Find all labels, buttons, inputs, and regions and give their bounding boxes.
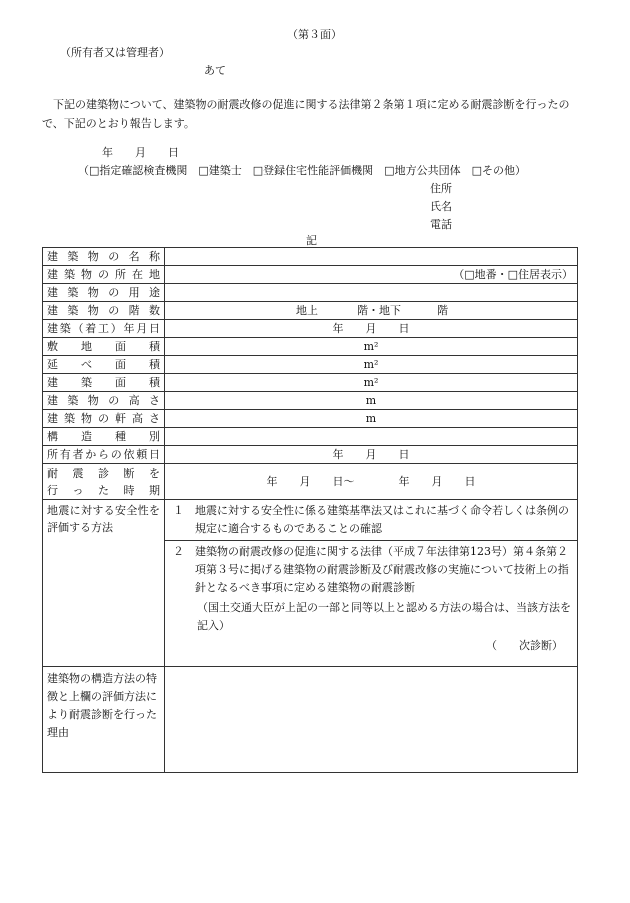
diagnosis-period-label-line1: 耐震診断を bbox=[47, 466, 160, 480]
method-1-number: １ bbox=[173, 504, 184, 517]
method-1-text: 地震に対する安全性に係る建築基準法又はこれに基づく命令若しくは条例の規定に適合するものであることの確認 bbox=[195, 504, 569, 535]
evaluation-method-label-text: 地震に対する安全性を評価する方法 bbox=[47, 504, 160, 534]
construction-date-placeholder: 年 月 日 bbox=[332, 322, 410, 335]
row-building-use bbox=[43, 284, 578, 302]
site-area-field[interactable] bbox=[165, 338, 578, 356]
page-number-label: （第３面） bbox=[287, 28, 342, 41]
addressee-suffix: あて bbox=[204, 64, 226, 77]
building-area-field[interactable] bbox=[165, 374, 578, 392]
report-date-line: 年 月 日 bbox=[102, 146, 179, 159]
floors-end-label: 階 bbox=[437, 304, 448, 317]
intro-text: 下記の建築物について、建築物の耐震改修の促進に関する法律第２条第１項に定める耐震診断を行ったので、下記のとおり報告します。 bbox=[42, 98, 570, 130]
diagnosis-period-placeholder: 年 月 日～ 年 月 日 bbox=[266, 475, 476, 488]
total-floor-area-label: 延べ面積 bbox=[47, 358, 160, 371]
row-structure-type bbox=[43, 428, 578, 446]
row-building-location bbox=[43, 266, 578, 284]
building-height-field[interactable] bbox=[165, 392, 578, 410]
building-height-unit: m bbox=[365, 394, 377, 407]
method-2-text: 建築物の耐震改修の促進に関する法律（平成７年法律第123号）第４条第２項第３号に掲げる建築物の耐震診断及び耐震改修の実施について技術上の指針となるべき事項に定める建築物の耐震診断 bbox=[195, 545, 569, 594]
eaves-height-field[interactable] bbox=[165, 410, 578, 428]
diagnosis-period-label-line2: 行った時期 bbox=[47, 483, 160, 497]
building-area-label: 建築面積 bbox=[47, 376, 160, 389]
building-floors-field[interactable] bbox=[165, 302, 578, 320]
building-use-field[interactable] bbox=[165, 284, 578, 302]
building-name-label: 建築物の名称 bbox=[47, 250, 160, 263]
building-use-label: 建築物の用途 bbox=[47, 286, 160, 299]
eaves-height-unit: m bbox=[365, 412, 377, 425]
total-floor-area-unit: m² bbox=[363, 358, 379, 371]
row-reason bbox=[43, 667, 578, 773]
site-area-unit: m² bbox=[363, 340, 379, 353]
building-height-label: 建築物の高さ bbox=[47, 394, 160, 407]
evaluation-method-option-2[interactable] bbox=[165, 541, 578, 667]
building-location-label: 建築物の所在地 bbox=[47, 268, 160, 281]
reason-label bbox=[43, 667, 165, 773]
method-2-degree: （ 次診断） bbox=[486, 639, 563, 652]
addressee-label: （所有者又は管理者） bbox=[60, 46, 170, 59]
row-diagnosis-period bbox=[43, 464, 578, 500]
ki-heading: 記 bbox=[306, 234, 317, 247]
building-floors-label: 建築物の階数 bbox=[47, 304, 160, 317]
floors-mid-label: 階・地下 bbox=[357, 304, 401, 317]
reporter-address-label: 住所 bbox=[430, 182, 452, 195]
building-location-field[interactable] bbox=[165, 266, 578, 284]
method-2-note: （国土交通大臣が上記の一部と同等以上と認める方法の場合は、当該方法を記入） bbox=[197, 601, 571, 632]
evaluation-method-label bbox=[43, 500, 165, 667]
reason-field[interactable] bbox=[165, 667, 578, 773]
building-info-table bbox=[42, 247, 578, 773]
evaluation-method-option-1[interactable] bbox=[165, 500, 578, 541]
row-building-name bbox=[43, 248, 578, 266]
reporter-name-label: 氏名 bbox=[430, 200, 452, 213]
site-area-label: 敷地面積 bbox=[47, 340, 160, 353]
row-request-date bbox=[43, 446, 578, 464]
construction-date-label: 建築（着工）年月日 bbox=[47, 322, 160, 335]
row-construction-date bbox=[43, 320, 578, 338]
row-total-floor-area bbox=[43, 356, 578, 374]
reporter-category-checkboxes: （□指定確認検査機関 □建築士 □登録住宅性能評価機関 □地方公共団体 □その他） bbox=[78, 164, 526, 177]
diagnosis-period-field[interactable] bbox=[165, 464, 578, 500]
eaves-height-label: 建築物の軒高さ bbox=[47, 412, 160, 425]
structure-type-label: 構造種別 bbox=[47, 430, 160, 443]
reason-label-text: 建築物の構造方法の特徴と上欄の評価方法により耐震診断を行った理由 bbox=[47, 672, 157, 739]
total-floor-area-field[interactable] bbox=[165, 356, 578, 374]
construction-date-field[interactable] bbox=[165, 320, 578, 338]
row-building-area bbox=[43, 374, 578, 392]
row-building-floors bbox=[43, 302, 578, 320]
location-type-checkboxes: （□地番・□住居表示） bbox=[453, 268, 573, 281]
building-name-field[interactable] bbox=[165, 248, 578, 266]
row-eaves-height bbox=[43, 410, 578, 428]
request-date-placeholder: 年 月 日 bbox=[332, 448, 410, 461]
row-building-height bbox=[43, 392, 578, 410]
request-date-label: 所有者からの依頼日 bbox=[47, 448, 160, 461]
structure-type-field[interactable] bbox=[165, 428, 578, 446]
row-evaluation-method-1 bbox=[43, 500, 578, 541]
request-date-field[interactable] bbox=[165, 446, 578, 464]
building-area-unit: m² bbox=[363, 376, 379, 389]
reporter-phone-label: 電話 bbox=[430, 218, 452, 231]
row-site-area bbox=[43, 338, 578, 356]
method-2-number: ２ bbox=[173, 545, 184, 558]
floors-above-label: 地上 bbox=[296, 304, 318, 317]
